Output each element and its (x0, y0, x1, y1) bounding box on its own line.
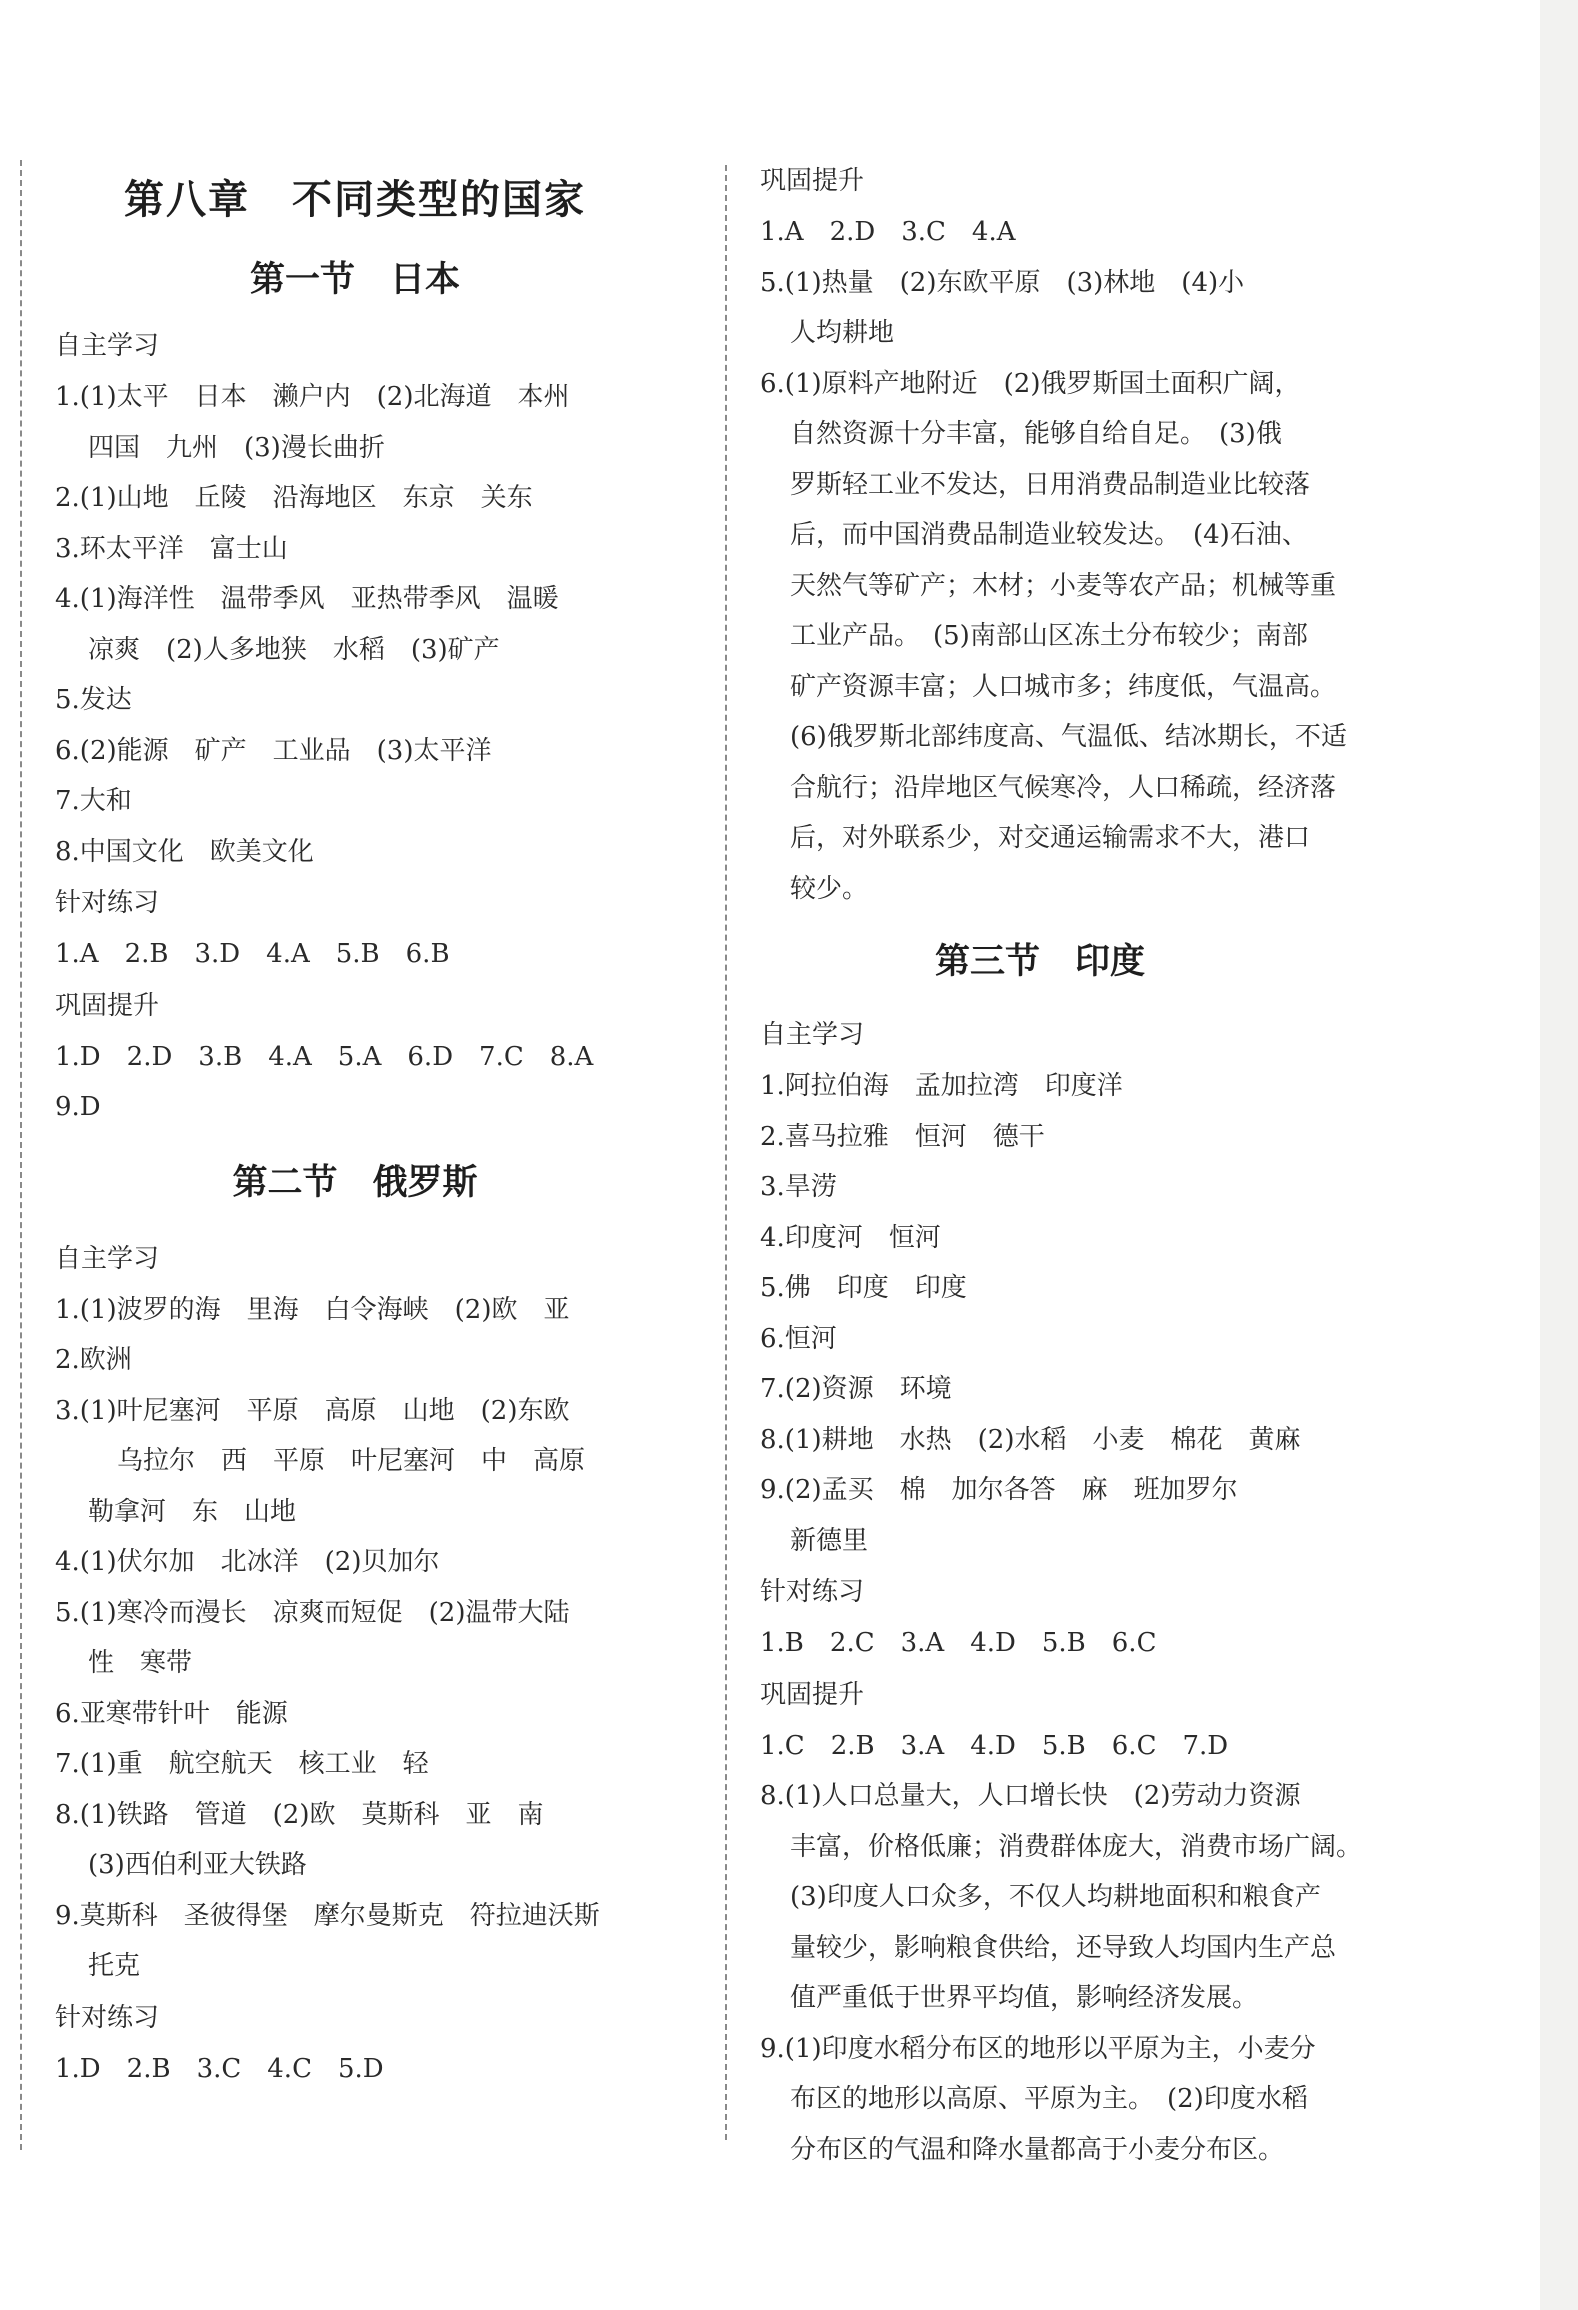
answer-line: 后，而中国消费品制造业较发达。 (4)石油、 (790, 520, 1308, 550)
chapter-title: 第八章 不同类型的国家 (124, 177, 586, 223)
column-divider (725, 165, 727, 2140)
answer-line: 9.莫斯科 圣彼得堡 摩尔曼斯克 符拉迪沃斯 (55, 1900, 600, 1931)
right-column (760, 155, 1400, 2175)
answer-line: 新德里 (790, 1525, 869, 1556)
answer-line: 8.中国文化 欧美文化 (55, 836, 314, 867)
answer-line: 值严重低于世界平均值，影响经济发展。 (790, 1983, 1259, 2013)
answer-line: 分布区的气温和降水量都高于小麦分布区。 (790, 2134, 1285, 2165)
answer-line: 1.A 2.D 3.C 4.A (760, 217, 1016, 247)
answer-line: 6.亚寒带针叶 能源 (55, 1698, 288, 1729)
answer-line: 9.(2)孟买 棉 加尔各答 麻 班加罗尔 (760, 1475, 1238, 1505)
answer-line: 8.(1)人口总量大，人口增长快 (2)劳动力资源 (760, 1781, 1301, 1811)
answer-line: 3.环太平洋 富士山 (55, 533, 288, 564)
answer-list-india-zizhu (760, 1061, 1400, 1566)
answer-list-india-gonggu (760, 1721, 1400, 2176)
answer-line: (3)印度人口众多，不仅人均耕地面积和粮食产 (790, 1882, 1321, 1912)
answer-list-russia-gonggu (760, 207, 1400, 914)
answer-line: 罗斯轻工业不发达，日用消费品制造业比较落 (790, 469, 1311, 500)
answer-line: 丰富，价格低廉；消费群体庞大，消费市场广阔。 (790, 1831, 1363, 1862)
answer-line: 1.(1)波罗的海 里海 白令海峡 (2)欧 亚 (55, 1294, 570, 1325)
subsection-label: 针对练习 (55, 888, 160, 918)
answer-line: 1.D 2.D 3.B 4.A 5.A 6.D 7.C 8.A (55, 1041, 594, 1072)
section-title-india: 第三节 印度 (934, 941, 1145, 982)
subsection-label: 巩固提升 (760, 1679, 865, 1710)
answer-line: 天然气等矿产；木材；小麦等农产品；机械等重 (790, 570, 1337, 601)
subsection-label: 自主学习 (55, 331, 160, 361)
subsection-label: 巩固提升 (55, 990, 160, 1021)
answer-line: 2.(1)山地 丘陵 沿海地区 东京 关东 (55, 483, 533, 513)
subsection-label: 自主学习 (55, 1243, 160, 1274)
answer-line: 布区的地形以高原、平原为主。 (2)印度水稻 (790, 2084, 1308, 2114)
answer-line: 8.(1)铁路 管道 (2)欧 莫斯科 亚 南 (55, 1799, 544, 1830)
answer-line: 较少。 (790, 873, 869, 904)
subsection-label: 针对练习 (760, 1577, 865, 1607)
answer-line: 勒拿河 东 山地 (88, 1496, 297, 1527)
answer-list-russia-zizhu (55, 1285, 705, 1992)
subsection-label: 巩固提升 (760, 166, 865, 196)
answer-line: 人均耕地 (790, 318, 895, 348)
answer-line: 3.(1)叶尼塞河 平原 高原 山地 (2)东欧 (55, 1395, 570, 1426)
answer-line: 1.A 2.B 3.D 4.A 5.B 6.B (55, 939, 450, 969)
answer-line: 4.印度河 恒河 (760, 1222, 941, 1253)
answer-line: 1.C 2.B 3.A 4.D 5.B 6.C 7.D (760, 1730, 1229, 1761)
answer-line: 1.B 2.C 3.A 4.D 5.B 6.C (760, 1628, 1157, 1658)
answer-line: 9.(1)印度水稻分布区的地形以平原为主，小麦分 (760, 2033, 1316, 2064)
answer-list-japan-zizhu (55, 372, 705, 877)
answer-line: 3.旱涝 (760, 1172, 837, 1202)
answer-line: 6.恒河 (760, 1323, 837, 1354)
answer-line: 性 寒带 (88, 1648, 193, 1678)
answer-line: 5.(1)热量 (2)东欧平原 (3)林地 (4)小 (760, 267, 1245, 298)
answer-line: 矿产资源丰富；人口城市多；纬度低，气温高。 (790, 671, 1337, 702)
answer-line: 5.佛 印度 印度 (760, 1273, 967, 1303)
answer-line: 7.(2)资源 环境 (760, 1374, 952, 1404)
answer-line: 4.(1)海洋性 温带季风 亚热带季风 温暖 (55, 584, 559, 614)
answer-line: 8.(1)耕地 水热 (2)水稻 小麦 棉花 黄麻 (760, 1424, 1301, 1455)
answer-line: 四国 九州 (3)漫长曲折 (88, 432, 385, 463)
left-column (55, 0, 705, 2094)
answer-line: 量较少，影响粮食供给，还导致人均国内生产总 (790, 1932, 1337, 1963)
answer-line: 5.(1)寒冷而漫长 凉爽而短促 (2)温带大陆 (55, 1597, 570, 1628)
answer-line: 托克 (88, 1951, 141, 1981)
answer-line: 2.喜马拉雅 恒河 德干 (760, 1121, 1045, 1152)
answer-line: 6.(1)原料产地附近 (2)俄罗斯国土面积广阔， (760, 368, 1301, 399)
answer-line: 1.D 2.B 3.C 4.C 5.D (55, 2053, 384, 2084)
answer-line: 7.大和 (55, 786, 132, 816)
subsection-label: 自主学习 (760, 1020, 865, 1050)
answer-line: 1.(1)太平 日本 濑户内 (2)北海道 本州 (55, 382, 570, 412)
section-title-russia: 第二节 俄罗斯 (232, 1161, 478, 1203)
answer-line: (3)西伯利亚大铁路 (88, 1850, 307, 1880)
answer-line: (6)俄罗斯北部纬度高、气温低、结冰期长，不适 (790, 722, 1347, 752)
answer-line: 2.欧洲 (55, 1345, 132, 1375)
answer-line: 自然资源十分丰富，能够自给自足。 (3)俄 (790, 419, 1282, 449)
answer-line: 6.(2)能源 矿产 工业品 (3)太平洋 (55, 735, 492, 766)
answer-line: 1.阿拉伯海 孟加拉湾 印度洋 (760, 1071, 1123, 1101)
answer-line: 凉爽 (2)人多地狭 水稻 (3)矿产 (88, 634, 500, 665)
section-title-japan: 第一节 日本 (249, 259, 460, 300)
left-dashed-border (20, 160, 22, 2150)
answer-line: 7.(1)重 航空航天 核工业 轻 (55, 1749, 429, 1779)
subsection-label: 针对练习 (55, 2002, 160, 2033)
answer-line: 5.发达 (55, 685, 132, 715)
answer-line: 乌拉尔 西 平原 叶尼塞河 中 高原 (117, 1446, 586, 1476)
answer-line: 后，对外联系少，对交通运输需求不大，港口 (790, 823, 1311, 853)
answer-line: 4.(1)伏尔加 北冰洋 (2)贝加尔 (55, 1547, 440, 1577)
answer-line: 9.D (55, 1092, 101, 1122)
answer-line: 工业产品。 (5)南部山区冻土分布较少；南部 (790, 621, 1308, 651)
answer-line: 合航行；沿岸地区气候寒冷，人口稀疏，经济落 (790, 772, 1337, 803)
